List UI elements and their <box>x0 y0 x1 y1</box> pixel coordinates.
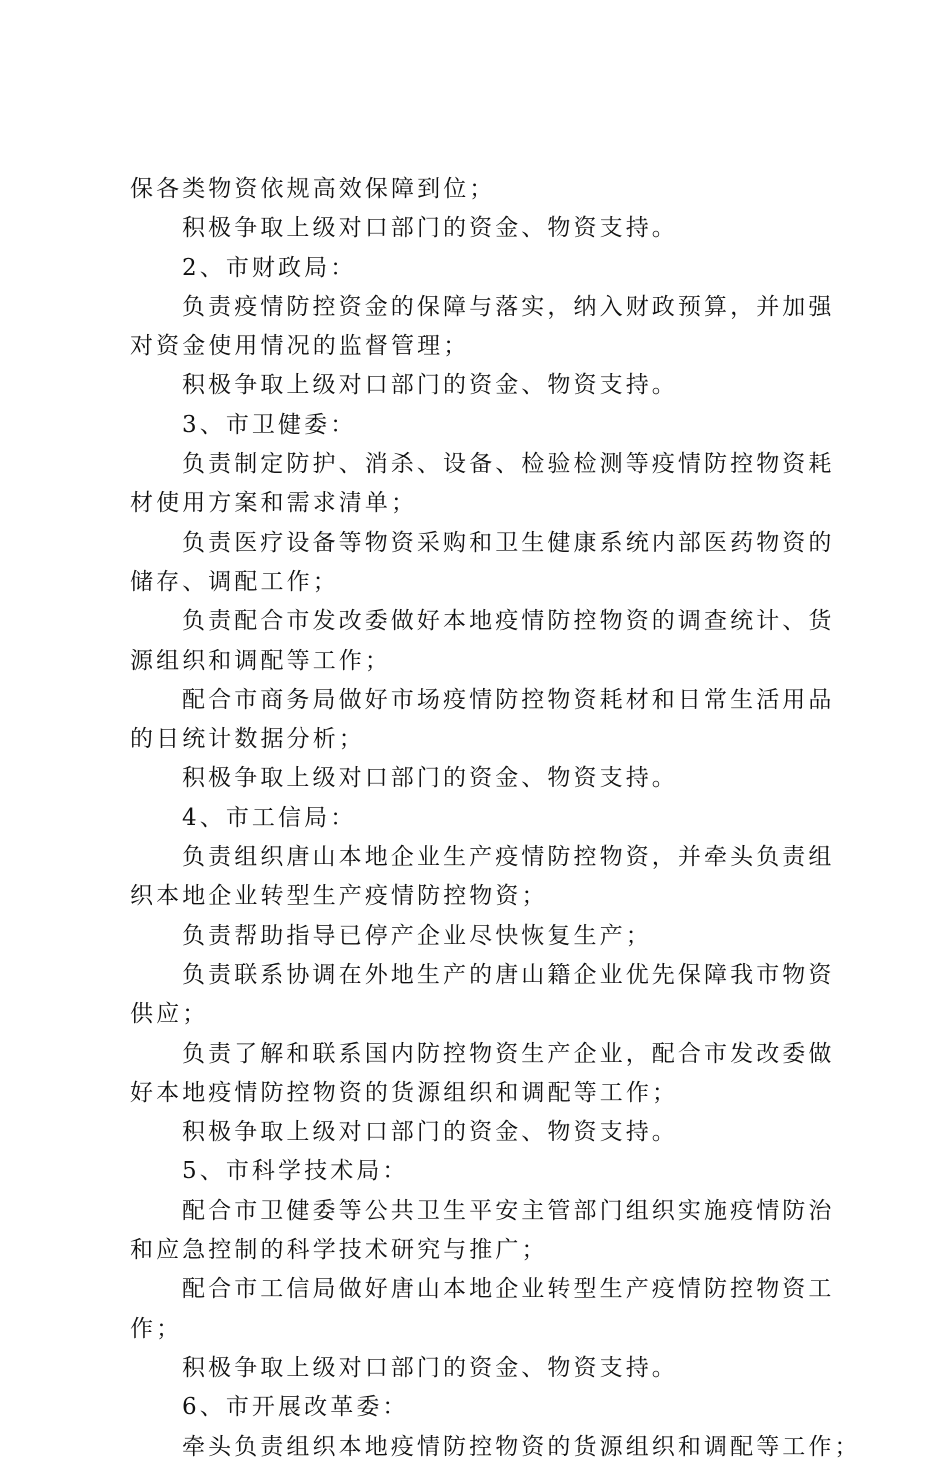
text-line: 负责了解和联系国内防控物资生产企业，配合市发改委做 <box>182 1040 835 1067</box>
text-line: 供应； <box>130 1001 209 1028</box>
text-line: 负责配合市发改委做好本地疫情防控物资的调查统计、货 <box>182 608 835 635</box>
document-body <box>130 170 861 1467</box>
text-line: 的日统计数据分析； <box>130 726 365 753</box>
text-line: 积极争取上级对口部门的资金、物资支持。 <box>182 372 678 399</box>
text-line: 积极争取上级对口部门的资金、物资支持。 <box>182 215 678 242</box>
text-line: 负责医疗设备等物资采购和卫生健康系统内部医药物资的 <box>182 529 835 556</box>
text-line: 负责组织唐山本地企业生产疫情防控物资，并牵头负责组 <box>182 844 835 871</box>
text-line: 配合市商务局做好市场疫情防控物资耗材和日常生活用品 <box>182 686 835 713</box>
section-heading: 5、市科学技术局： <box>182 1158 409 1185</box>
text-line: 负责疫情防控资金的保障与落实，纳入财政预算，并加强 <box>182 293 835 320</box>
text-line: 积极争取上级对口部门的资金、物资支持。 <box>182 1354 678 1381</box>
text-line: 和应急控制的科学技术研究与推广； <box>130 1237 548 1264</box>
section-heading: 2、市财政局： <box>182 254 357 281</box>
text-line: 负责制定防护、消杀、设备、检验检测等疫情防控物资耗 <box>182 451 835 478</box>
section-heading: 3、市卫健委： <box>182 411 357 438</box>
section-heading: 4、市工信局： <box>182 804 357 831</box>
text-line: 源组织和调配等工作； <box>130 647 391 674</box>
text-line: 好本地疫情防控物资的货源组织和调配等工作； <box>130 1079 679 1106</box>
text-line: 积极争取上级对口部门的资金、物资支持。 <box>182 765 678 792</box>
text-line: 负责帮助指导已停产企业尽快恢复生产； <box>182 922 652 949</box>
section-heading: 6、市开展改革委： <box>182 1394 409 1421</box>
text-line: 储存、调配工作； <box>130 568 339 595</box>
text-line: 配合市工信局做好唐山本地企业转型生产疫情防控物资工 <box>182 1276 835 1303</box>
text-line: 对资金使用情况的监督管理； <box>130 333 470 360</box>
text-line: 材使用方案和需求清单； <box>130 490 418 517</box>
text-line: 积极争取上级对口部门的资金、物资支持。 <box>182 1119 678 1146</box>
text-line: 作； <box>130 1315 183 1342</box>
text-line: 保各类物资依规高效保障到位； <box>130 176 496 202</box>
text-line: 配合市卫健委等公共卫生平安主管部门组织实施疫情防治 <box>182 1197 835 1224</box>
text-line: 牵头负责组织本地疫情防控物资的货源组织和调配等工作； <box>182 1433 861 1460</box>
text-line: 织本地企业转型生产疫情防控物资； <box>130 883 548 910</box>
text-line: 负责联系协调在外地生产的唐山籍企业优先保障我市物资 <box>182 961 835 988</box>
